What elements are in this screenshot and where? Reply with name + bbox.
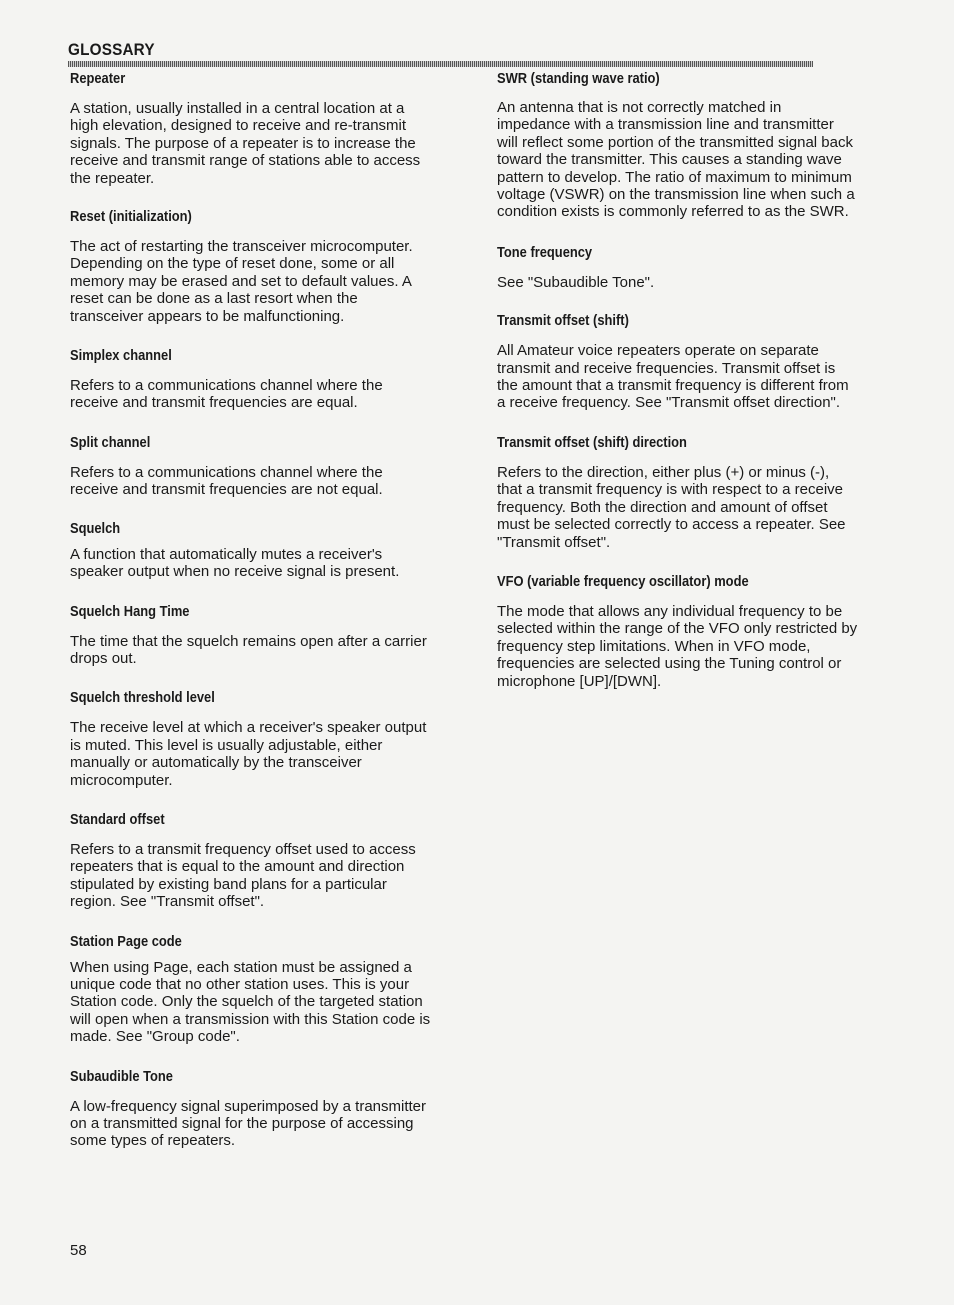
entry-term: Subaudible Tone — [70, 1067, 173, 1085]
entry-term: Split channel — [70, 433, 151, 451]
entry-definition: Refers to a transmit frequency offset used to access repeaters that is equal to the amount and direction stipulated by existing band plans for a particular region. See "Transmit offset". — [70, 840, 416, 911]
glossary-entry — [497, 312, 892, 412]
entry-term: Standard offset — [70, 810, 165, 828]
glossary-entry — [70, 70, 465, 187]
entry-definition: Refers to the direction, either plus (+) or minus (-), that a transmit frequency is with respect to a receive frequency. Both the direction and amount of offset must be selected correctly to access a repeater. See "Transmit offset". — [497, 463, 846, 551]
glossary-entry — [70, 434, 465, 499]
entry-term: Simplex channel — [70, 347, 172, 365]
header-rule — [68, 61, 813, 67]
entry-definition: An antenna that is not correctly matched in impedance with a transmission line and transmitter will reflect some portion of the transmitted signal back toward the transmitter. This causes a standing wave pattern to develop. The ratio of maximum to minimum voltage (VSWR) on the transmission line when such a condition exists is commonly referred to as the SWR. — [497, 99, 855, 221]
entry-definition: All Amateur voice repeaters operate on separate transmit and receive frequencies. Transmit offset is the amount that a transmit frequency is different from a receive frequency. See "Transmit offset direction". — [497, 342, 849, 412]
entry-definition: The receive level at which a receiver's speaker output is muted. This level is usually adjustable, either manually or automatically by the transceiver microcomputer. — [70, 719, 427, 789]
glossary-entry — [70, 208, 465, 325]
right-column — [497, 70, 892, 690]
glossary-entry — [70, 603, 465, 668]
glossary-entry — [70, 689, 465, 789]
entry-definition: The time that the squelch remains open after a carrier drops out. — [70, 632, 427, 667]
entry-definition: See "Subaudible Tone". — [497, 273, 655, 291]
entry-definition: When using Page, each station must be assigned a unique code that no other station uses. This is your Station code. Only the squelch of the targeted station will open when a transmission with this Station code is made. See "Group code". — [70, 958, 431, 1046]
glossary-entry — [497, 434, 892, 551]
glossary-entry — [70, 933, 465, 1046]
entry-term: Squelch Hang Time — [70, 602, 190, 620]
left-column — [70, 70, 465, 1150]
entry-definition: A function that automatically mutes a receiver's speaker output when no receive signal is present. — [70, 545, 400, 581]
entry-term: Transmit offset (shift) direction — [497, 433, 687, 451]
glossary-entry — [70, 347, 465, 412]
glossary-entry — [497, 244, 892, 291]
glossary-entry — [70, 520, 465, 581]
entry-term: Station Page code — [70, 932, 182, 950]
page-header — [68, 40, 888, 67]
glossary-entry — [497, 573, 892, 690]
entry-term: VFO (variable frequency oscillator) mode — [497, 572, 749, 590]
entry-term: Squelch threshold level — [70, 689, 215, 707]
entry-definition: The act of restarting the transceiver microcomputer. Depending on the type of reset done, some or all memory may be erased and set to default values. A reset can be done as a last resort when the transceiver appears to be malfunctioning. — [70, 238, 413, 325]
entry-term: Squelch — [70, 519, 121, 537]
page-number: 58 — [70, 1242, 87, 1259]
entry-term: Repeater — [70, 70, 126, 87]
entry-term: SWR (standing wave ratio) — [497, 70, 660, 87]
entry-definition: Refers to a communications channel where the receive and transmit frequencies are equal. — [70, 377, 383, 412]
entry-definition: Refers to a communications channel where the receive and transmit frequencies are not equal. — [70, 463, 383, 499]
glossary-entry — [70, 1068, 465, 1150]
entry-term: Transmit offset (shift) — [497, 312, 629, 330]
entry-definition: A station, usually installed in a central location at a high elevation, designed to receive and re-transmit signals. The purpose of a repeater is to increase the receive and transmit range of stations able to access the repeater. — [70, 100, 421, 187]
glossary-entry — [497, 70, 892, 221]
page-title: GLOSSARY — [68, 40, 155, 59]
entry-definition: A low-frequency signal superimposed by a transmitter on a transmitted signal for the purpose of accessing some types of repeaters. — [70, 1097, 427, 1150]
entry-definition: The mode that allows any individual frequency to be selected within the range of the VFO only restricted by frequency step limitations. When in VFO mode, frequencies are selected using the Tuning control or microphone [UP]/[DWN]. — [497, 602, 858, 690]
entry-term: Tone frequency — [497, 243, 593, 261]
glossary-entry — [70, 811, 465, 911]
entry-term: Reset (initialization) — [70, 208, 192, 226]
